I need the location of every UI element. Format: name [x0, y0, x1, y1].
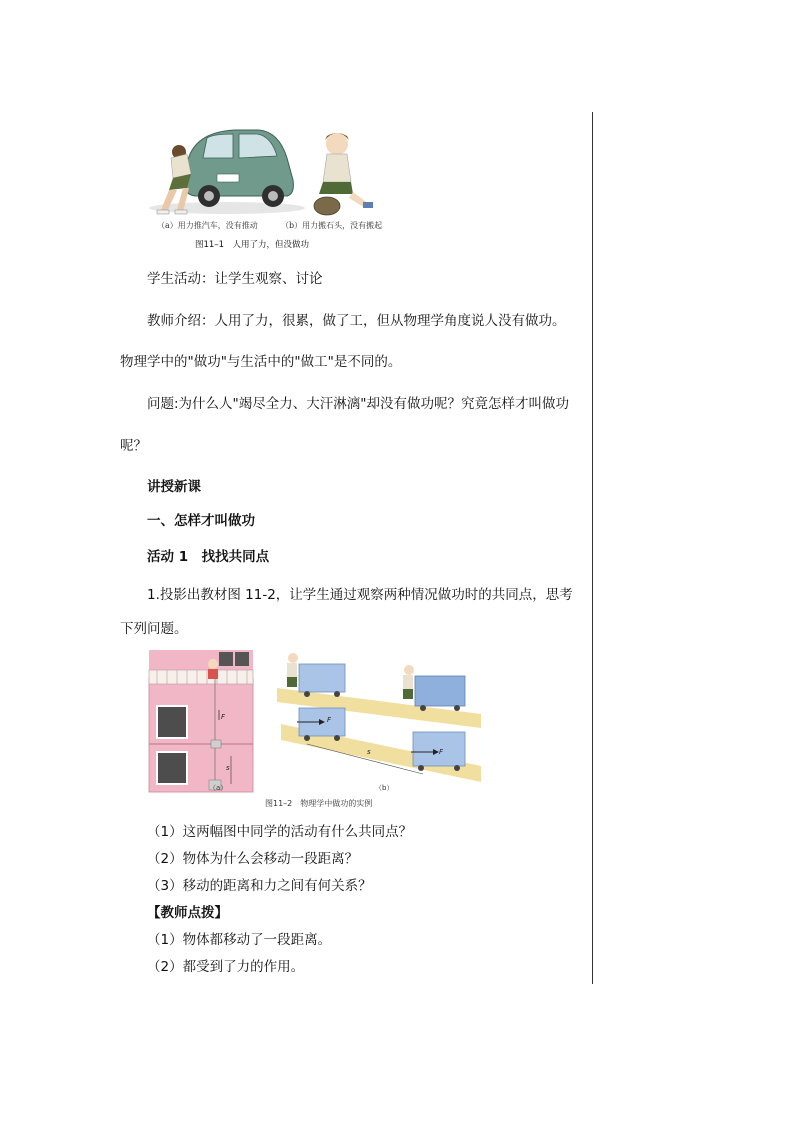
building-illustration — [149, 650, 253, 792]
ground-shadow — [149, 202, 305, 214]
tip-1: （1）物体都移动了一段距离。 — [147, 932, 332, 948]
tip-2: （2）都受到了力的作用。 — [147, 959, 305, 975]
question-3: （3）移动的距离和力之间有何关系？ — [147, 878, 372, 894]
label-a: （a） — [209, 784, 228, 792]
heading-new-lesson: 讲授新课 — [147, 479, 201, 495]
tips-heading: 【教师点拨】 — [147, 905, 228, 921]
force-label-a: F — [221, 713, 226, 721]
force-label-b1: F — [327, 716, 332, 724]
distance-label-a: s — [226, 764, 230, 772]
student-activity: 学生活动：让学生观察、讨论 — [147, 271, 323, 287]
figure-11-2-caption: 图11–2 物理学中做功的实例 — [265, 799, 373, 808]
heading-section-1: 一、怎样才叫做功 — [147, 513, 255, 529]
question-text: 问题:为什么人"竭尽全力、大汗淋漓"却没有做功呢？究竟怎样才叫做功 — [147, 396, 569, 412]
heading-activity-1: 活动 1 找找共同点 — [147, 549, 270, 565]
car-illustration — [183, 130, 293, 207]
figure-11-1-sub-b: （b）用力搬石头，没有搬起 — [281, 221, 383, 230]
distance-label-b: s — [367, 748, 371, 756]
question-text-cont: 呢？ — [120, 438, 147, 454]
figure-11-2-illustration — [147, 648, 481, 812]
force-label-b2: F — [439, 748, 444, 756]
teacher-intro-cont: 物理学中的"做功"与生活中的"做工"是不同的。 — [120, 354, 402, 370]
instruction-line-2: 下列问题。 — [120, 621, 188, 637]
figure-11-1-caption: 图11–1 人用了力，但没做功 — [195, 240, 309, 250]
figure-11-2 — [147, 648, 481, 812]
boy-lifting-stone — [314, 133, 373, 215]
question-2: （2）物体为什么会移动一段距离？ — [147, 851, 359, 867]
figure-11-1-illustration — [147, 124, 391, 254]
figure-11-1 — [147, 124, 391, 254]
label-b: （b） — [375, 784, 394, 792]
instruction-line-1: 1.投影出教材图 11-2，让学生通过观察两种情况做功时的共同点，思考 — [147, 587, 573, 603]
figure-11-1-sub-a: （a）用力推汽车，没有推动 — [157, 221, 258, 230]
margin-rule — [592, 112, 593, 984]
question-1: （1）这两幅图中同学的活动有什么共同点？ — [147, 824, 413, 840]
teacher-intro: 教师介绍：人用了力，很累，做了工，但从物理学角度说人没有做功。 — [147, 313, 566, 329]
